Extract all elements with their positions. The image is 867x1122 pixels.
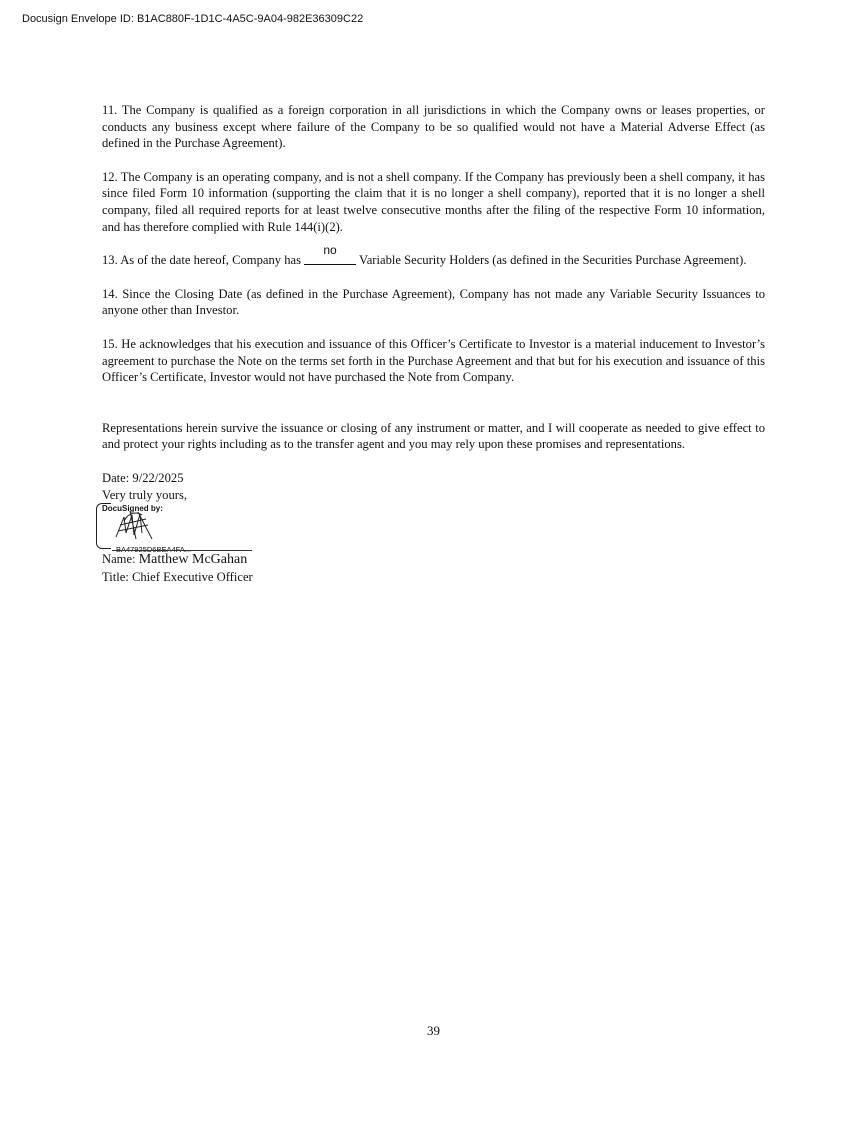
salutation: Very truly yours, (102, 487, 187, 502)
docusign-envelope-id: Docusign Envelope ID: B1AC880F-1D1C-4A5C-9A04-982E36309C22 (22, 13, 364, 25)
date-line: Date: 9/22/2025 (102, 470, 184, 485)
handwritten-signature (112, 509, 162, 543)
document-body (102, 102, 765, 585)
paragraph-13-lead: 13. As of the date hereof, Company has (102, 253, 302, 268)
signer-name: Matthew McGahan (138, 552, 248, 568)
paragraph-14: 14. Since the Closing Date (as defined in the Purchase Agreement), Company has not made any Variable Security Issuances to anyone other than Investor. (102, 286, 765, 318)
docusign-signature-block (102, 503, 272, 555)
page-number: 39 (427, 1023, 440, 1038)
paragraph-12: 12. The Company is an operating company, and is not a shell company. If the Company has previously been a shell company, it has since filed Form 10 information (supporting the claim that it is no longer a shell company), reported that it is no longer a shell company, filed all required reports for at least twelve consecutive months after the filing of the respective Form 10 information, and has therefore complied with Rule 144(i)(2). (102, 169, 765, 234)
docusigned-by-label: DocuSigned by: (102, 504, 163, 514)
paragraph-15: 15. He acknowledges that his execution and issuance of this Officer’s Certificate to Investor is a material inducement to Investor’s agreement to purchase the Note on the terms set forth in the Purchase Agreement and that but for his execution and issuance of this Officer’s Certificate, Investor would not have purchased the Note from Company. (102, 336, 765, 385)
paragraph-13-tail: Variable Security Holders (as defined in the Securities Purchase Agreement). (359, 253, 747, 268)
variable-holders-value: no (323, 243, 337, 258)
signer-title: Title: Chief Executive Officer (102, 569, 253, 584)
name-label: Name: (102, 552, 136, 567)
signature-line (112, 550, 252, 551)
representations-paragraph: Representations herein survive the issuance or closing of any instrument or matter, and I will cooperate as needed to give effect to and protect your rights including as to the transfer agent and you may rely upon these promises and representations. (102, 420, 765, 452)
paragraph-13 (102, 243, 765, 269)
signature-id: BA47925D6BEA4FA... (116, 545, 192, 555)
variable-holders-blank (304, 243, 356, 265)
paragraph-11: 11. The Company is qualified as a foreign corporation in all jurisdictions in which the Company owns or leases properties, or conducts any business except where failure of the Company to be so qualified would not have a Material Adverse Effect (as defined in the Purchase Agreement). (102, 103, 765, 151)
